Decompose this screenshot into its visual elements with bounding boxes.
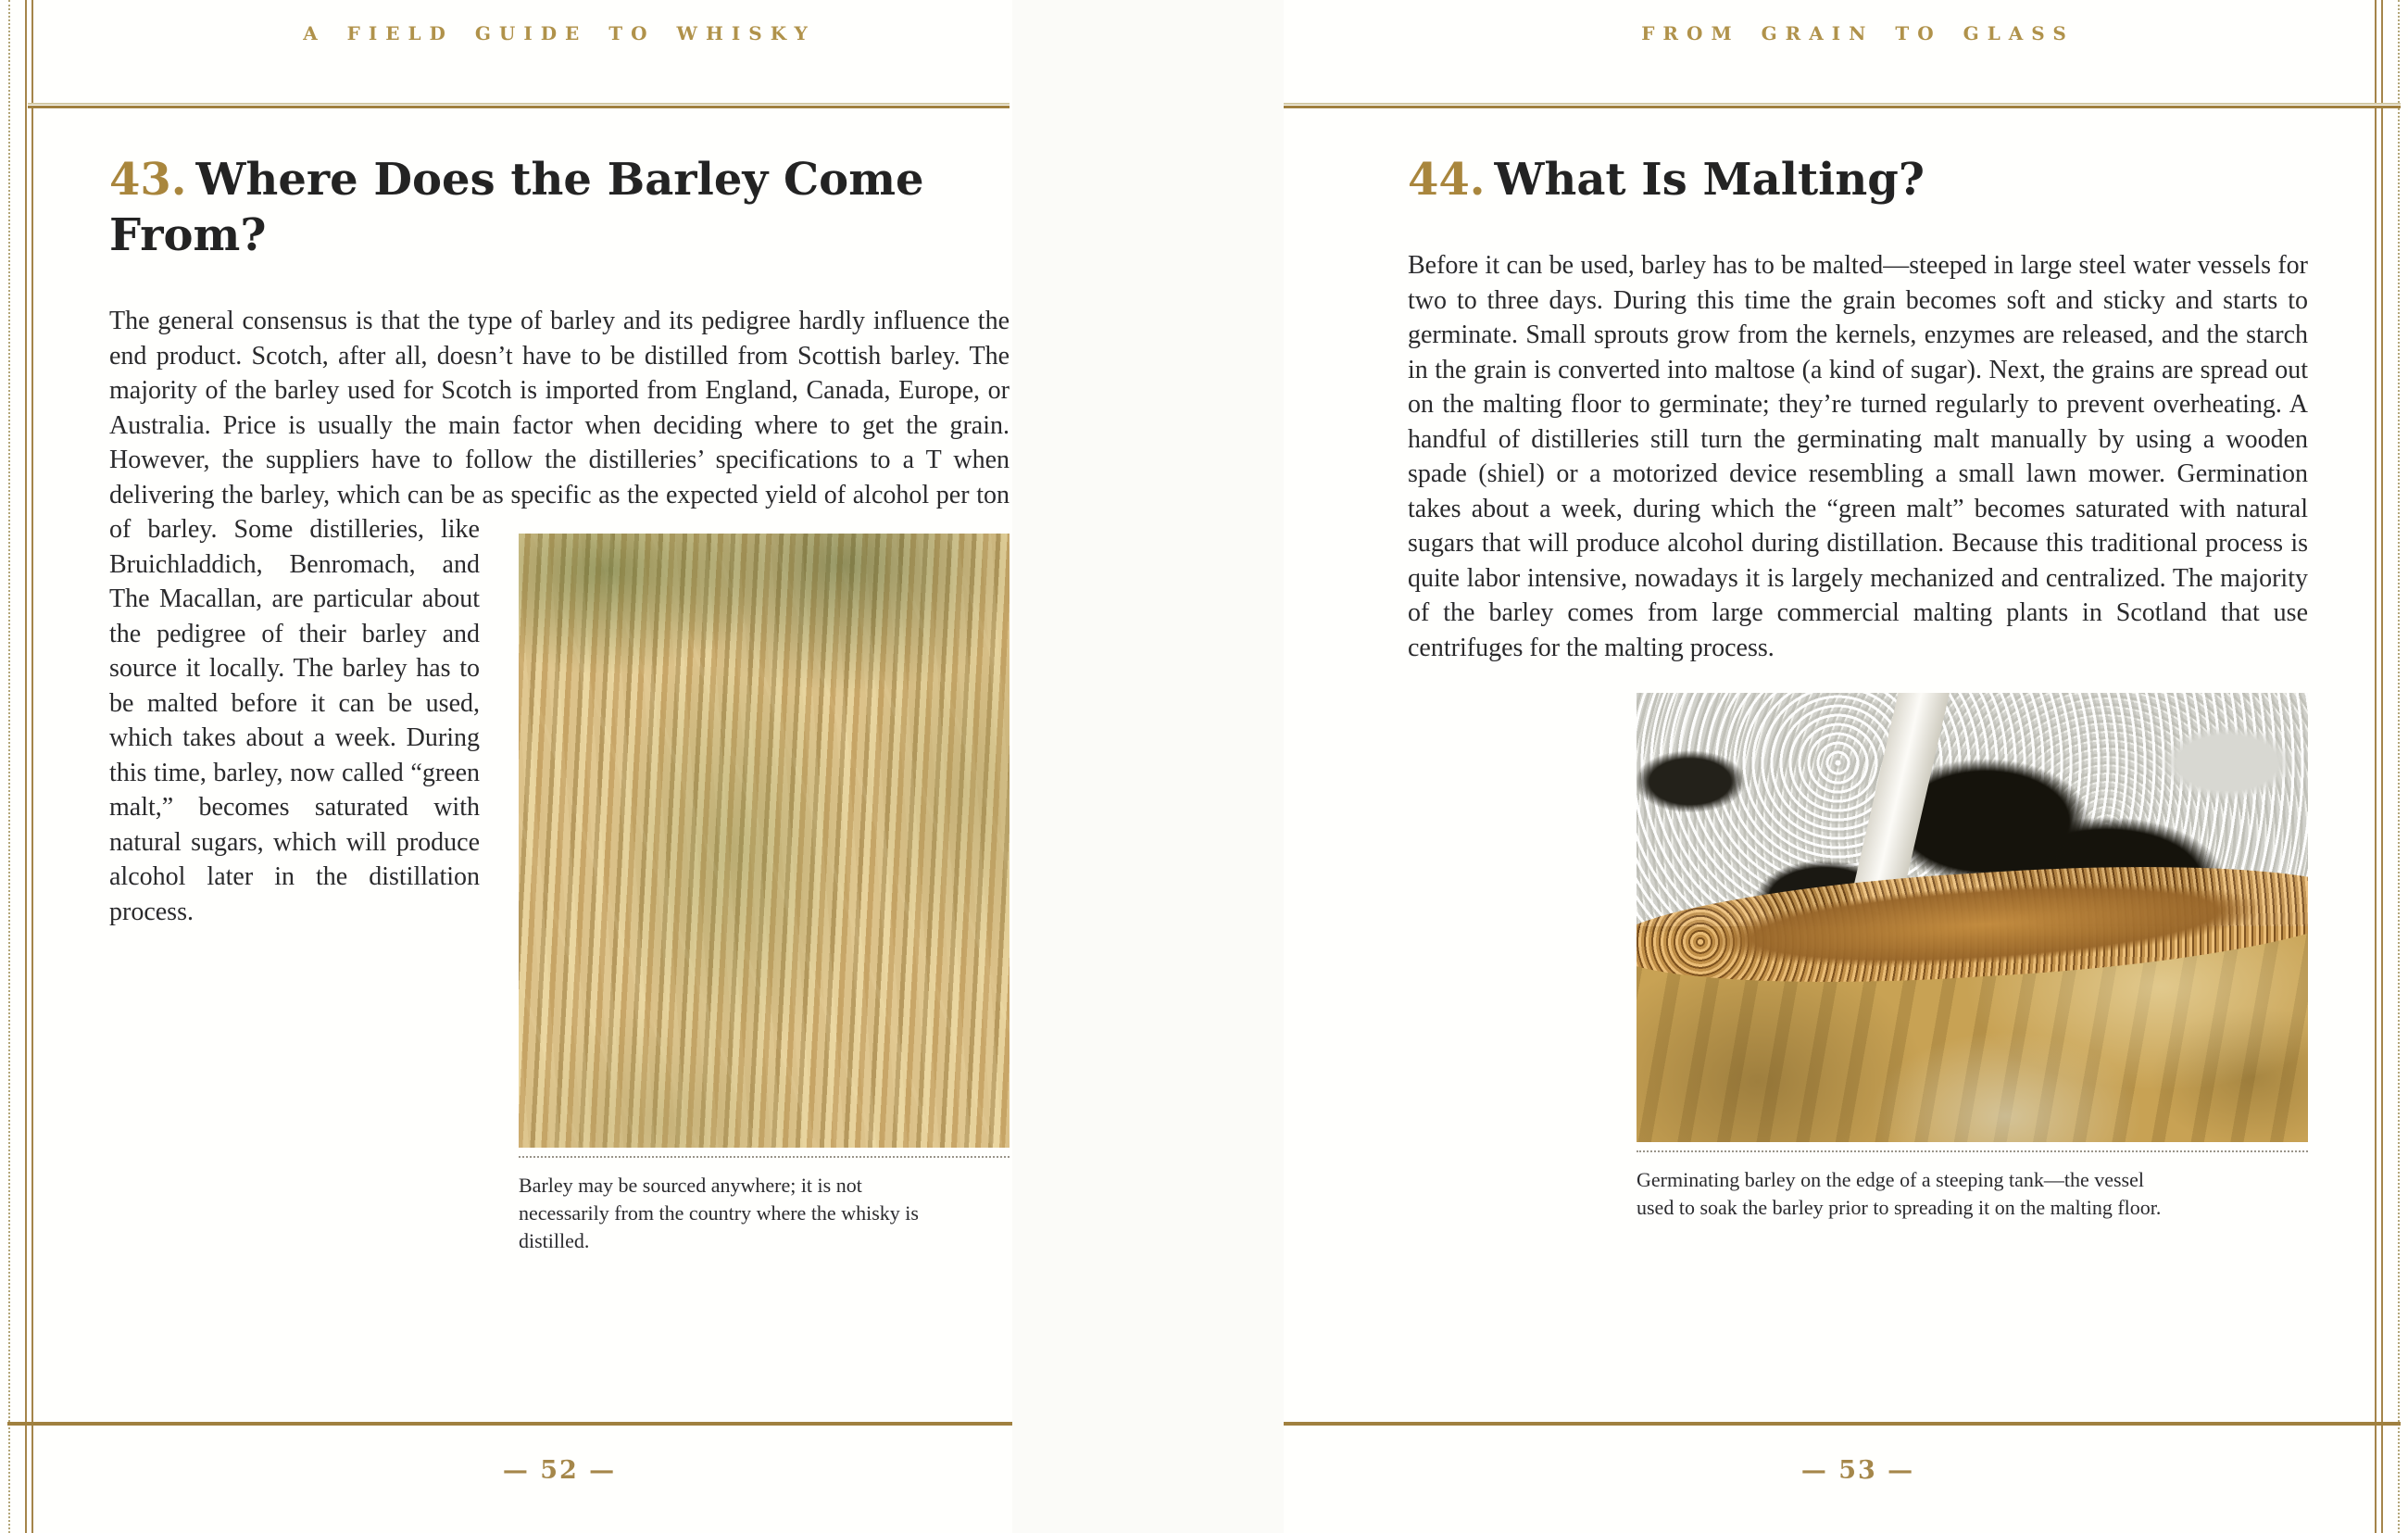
body-text xyxy=(1408,248,2308,665)
barley-figure xyxy=(519,534,1010,1255)
left-edge-dotted-border xyxy=(8,0,10,1533)
running-head: FROM GRAIN TO GLASS xyxy=(1641,22,2075,44)
steeping-tank-figure xyxy=(1637,693,2308,1222)
page-number: — 52 — xyxy=(502,1456,617,1485)
right-edge-double-rule xyxy=(2375,0,2383,1533)
section-number: 44. xyxy=(1408,154,1486,206)
steeping-tank-photo xyxy=(1637,693,2308,1142)
photo-caption: Barley may be sourced anywhere; it is not necessarily from the country where the whisky is distilled. xyxy=(519,1174,919,1252)
running-head: A FIELD GUIDE TO WHISKY xyxy=(303,22,816,44)
left-edge-double-rule xyxy=(25,0,33,1533)
page-53 xyxy=(1284,0,2408,1533)
page-number: — 53 — xyxy=(1800,1456,1915,1485)
footer-rule xyxy=(7,1422,1012,1426)
section-number: 43. xyxy=(109,154,187,206)
section-title-text: Where Does the Barley Come From? xyxy=(109,154,924,261)
footer-rule xyxy=(1284,1422,2401,1426)
paragraph: The general consensus is that the type of barley and its pedigree hardly influence the end product. Scotch, after all, doesn’t have to be distilled from Scottish barley. The majority of the barley used for Scotch is imported from England, Canada, Europe, or Australia. Price is usually the main factor when deciding where to get the grain. However, the suppliers have to follow the distilleries’ specifications to a T when delivering the barley, which can be as specific as the expected yield of alcohol per ton of barley. Some distilleries, like Bruichladdich, Benromach, and The Macallan, are particular about the pedigree of their barley and source it locally. The barley has to be malted before it can be used, which takes about a week. During this time, barley, now called “green malt,” becomes saturated with natural sugars, which will produce alcohol later in the distillation process. xyxy=(109,307,1010,926)
paragraph: Before it can be used, barley has to be malted—steeped in large steel water vessels for two to three days. During this time the grain becomes soft and sticky and starts to germinate. Small sprouts grow from the kernels, enzymes are released, and the starch in the grain is converted into maltose (a kind of sugar). Next, the grains are spread out on the malting floor to germinate; they’re turned regularly to prevent overheating. A handful of distilleries still turn the germinating malt manually by using a wooden spade (shiel) or a motorized device resembling a small lawn mower. Germination takes about a week, during which the “green malt” becomes saturated with natural sugars that will produce alcohol during distillation. Because this traditional process is quite labor intensive, nowadays it is largely mechanized and centralized. The majority of the barley comes from large commercial malting plants in Scotland that use centrifuges for the malting process. xyxy=(1408,251,2308,662)
caption-dotted-rule xyxy=(519,1156,1010,1158)
page-content xyxy=(1408,0,2308,1222)
body-text xyxy=(109,304,1010,1252)
section-title xyxy=(1408,152,2223,207)
section-title xyxy=(109,152,924,263)
barley-field-photo xyxy=(519,534,1010,1148)
photo-caption: Germinating barley on the edge of a steeping tank—the vessel used to soak the barley prior to spreading it on the malting floor. xyxy=(1637,1168,2162,1219)
page-content xyxy=(109,0,1010,1252)
page-52 xyxy=(0,0,1012,1533)
right-edge-dotted-border xyxy=(2398,0,2400,1533)
caption-dotted-rule xyxy=(1637,1150,2308,1152)
section-title-text: What Is Malting? xyxy=(1494,154,1925,206)
